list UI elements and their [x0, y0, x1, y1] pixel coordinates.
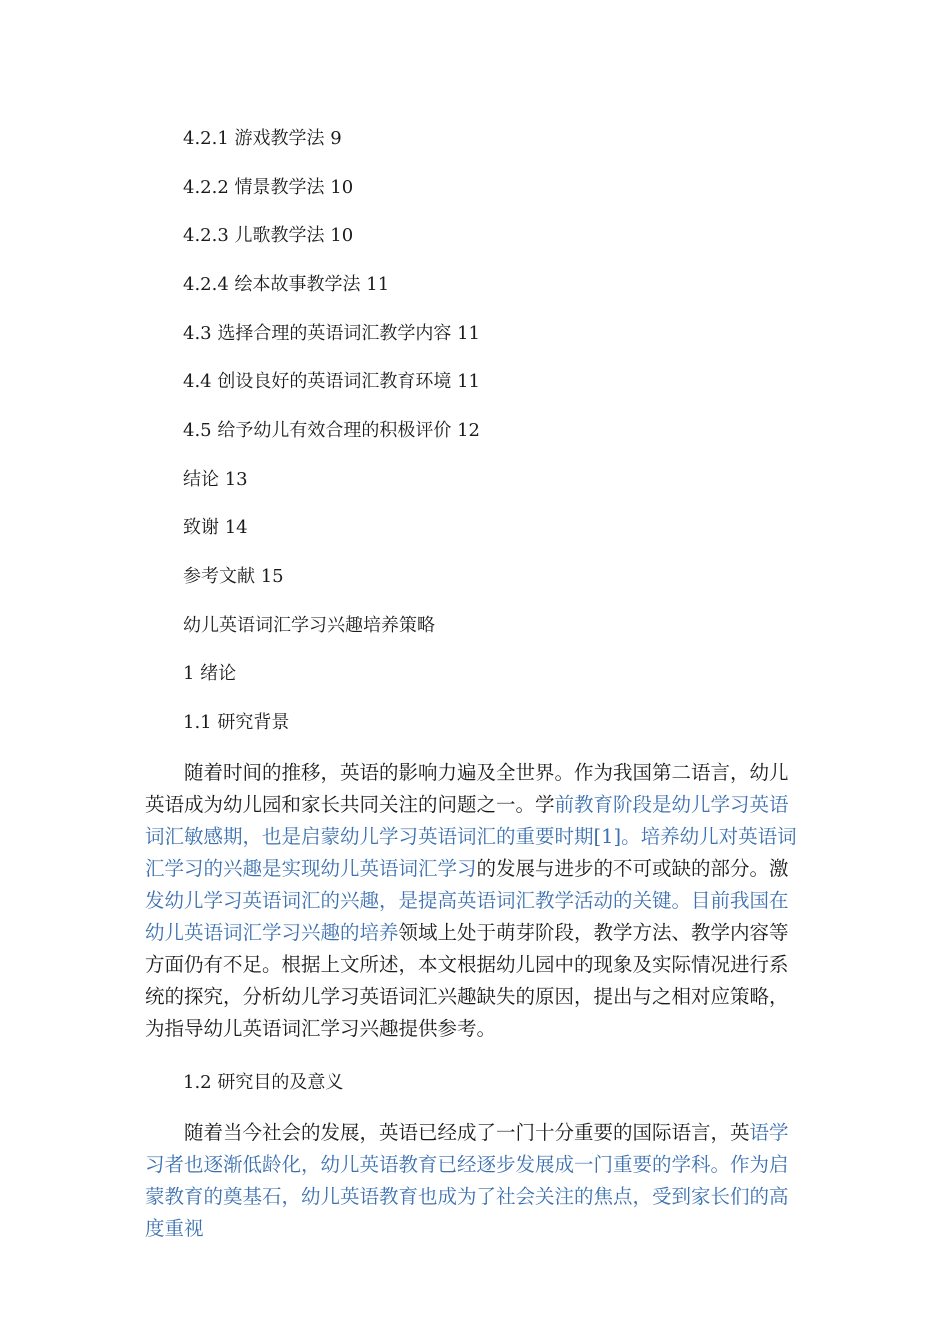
highlighted-text: 语学习者也逐渐低龄化，幼儿英语教育已经逐步发展成一门重要的学科。作为启蒙教育的奠基石，幼儿英语教育也成为了社会关注的焦点，受到家长们的高度重视 [145, 1121, 789, 1240]
document-title: 幼儿英语词汇学习兴趣培养策略 [183, 615, 435, 636]
section-heading: 1 绪论 [183, 663, 237, 684]
highlighted-text: 发幼儿学习英语词汇的兴趣，是提高英语词汇教学活动的关键。目前我国在幼儿英语词汇学习兴趣的培养 [145, 889, 789, 944]
toc-entry: 4.4 创设良好的英语词汇教育环境 11 [183, 371, 480, 392]
toc-entry: 参考文献 15 [183, 566, 284, 587]
highlighted-text: 前教育阶段是幼儿学习英语词汇敏感期，也是启蒙幼儿学习英语词汇的重要时期[1]。培养幼儿对英语词汇学习的兴趣是实现幼儿英语词汇学习 [145, 793, 797, 880]
toc-entry: 4.2.2 情景教学法 10 [183, 177, 354, 198]
text-run: 领域上处于萌芽阶段，教学方法、教学内容等方面仍有不足。根据上文所述，本文根据幼儿园中的现象及实际情况进行系统的探究，分析幼儿学习英语词汇兴趣缺失的原因，提出与之相对应策略，为指导幼儿英语词汇学习兴趣提供参考。 [145, 921, 789, 1040]
toc-entry: 4.2.4 绘本故事教学法 11 [183, 274, 390, 295]
paragraph-text [145, 757, 805, 1045]
toc-entry: 4.2.1 游戏教学法 9 [183, 128, 342, 149]
text-run: 的发展与进步的不可或缺的部分。激 [476, 857, 789, 880]
toc-entry: 4.2.3 儿歌教学法 10 [183, 225, 354, 246]
subsection-heading: 1.1 研究背景 [183, 712, 290, 733]
paragraph-text [145, 1117, 805, 1245]
toc-entry: 结论 13 [183, 469, 248, 490]
text-run: 随着时间的推移，英语的影响力遍及全世界。作为我国第二语言，幼儿英语成为幼儿园和家长共同关注的问题之一。学 [145, 761, 789, 816]
toc-entry: 4.3 选择合理的英语词汇教学内容 11 [183, 323, 480, 344]
toc-entry: 致谢 14 [183, 517, 248, 538]
paragraph-background [145, 757, 805, 1045]
paragraph-purpose [145, 1117, 805, 1245]
text-run: 随着当今社会的发展，英语已经成了一门十分重要的国际语言，英 [184, 1121, 750, 1144]
toc-entry: 4.5 给予幼儿有效合理的积极评价 12 [183, 420, 480, 441]
subsection-heading: 1.2 研究目的及意义 [183, 1072, 344, 1093]
